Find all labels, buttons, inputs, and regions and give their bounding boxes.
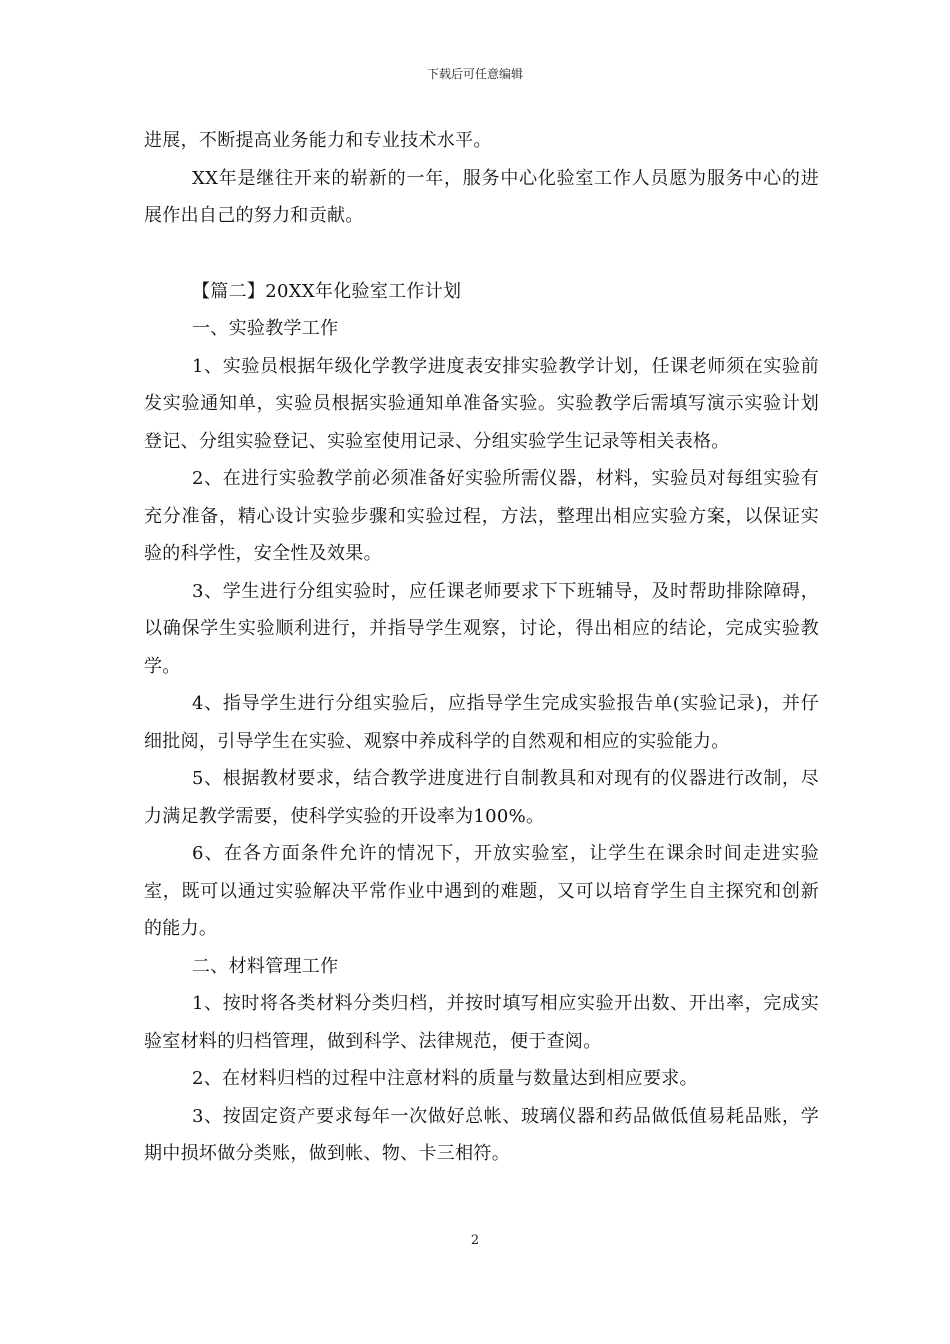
list-item: 3、学生进行分组实验时，应任课老师要求下下班辅导，及时帮助排除障碍，以确保学生实验顺利进行，并指导学生观察，讨论，得出相应的结论，完成实验教学。 — [144, 580, 819, 677]
paragraph-continuation: 进展，不断提高业务能力和专业技术水平。 — [144, 130, 492, 151]
list-item: 1、实验员根据年级化学教学进度表安排实验教学计划，任课老师须在实验前发实验通知单，实验员根据实验通知单准备实验。实验教学后需填写演示实验计划登记、分组实验登记、实验室使用记录、分组实验学生记录等相关表格。 — [144, 355, 819, 452]
heading-experiment-teaching: 一、实验教学工作 — [192, 318, 339, 339]
page-header: 下载后可任意编辑 — [426, 67, 523, 81]
heading-material-management: 二、材料管理工作 — [192, 955, 339, 977]
paragraph-closing: XX年是继往开来的崭新的一年，服务中心化验室工作人员愿为服务中心的进展作出自己的努力和贡献。 — [144, 167, 819, 226]
page-number: 2 — [470, 1233, 480, 1248]
list-item: 5、根据教材要求，结合教学进度进行自制教具和对现有的仪器进行改制，尽力满足教学需要，使科学实验的开设率为100%。 — [144, 768, 819, 827]
list-item: 1、按时将各类材料分类归档，并按时填写相应实验开出数、开出率，完成实验室材料的归档管理，做到科学、法律规范，便于查阅。 — [144, 993, 819, 1052]
list-item: 3、按固定资产要求每年一次做好总帐、玻璃仪器和药品做低值易耗品账，学期中损坏做分类账，做到帐、物、卡三相符。 — [144, 1105, 819, 1164]
list-item: 6、在各方面条件允许的情况下，开放实验室，让学生在课余时间走进实验室，既可以通过实验解决平常作业中遇到的难题，又可以培育学生自主探究和创新的能力。 — [144, 843, 819, 939]
list-item: 4、指导学生进行分组实验后，应指导学生完成实验报告单(实验记录)，并仔细批阅，引导学生在实验、观察中养成科学的自然观和相应的实验能力。 — [144, 693, 819, 752]
list-item: 2、在材料归档的过程中注意材料的质量与数量达到相应要求。 — [192, 1068, 698, 1089]
section-title: 【篇二】20XX年化验室工作计划 — [192, 280, 462, 302]
document-body — [144, 122, 819, 1173]
list-item: 2、在进行实验教学前必须准备好实验所需仪器，材料，实验员对每组实验有充分准备，精心设计实验步骤和实验过程，方法，整理出相应实验方案，以保证实验的科学性，安全性及效果。 — [144, 468, 819, 564]
section-spacer — [144, 235, 819, 273]
